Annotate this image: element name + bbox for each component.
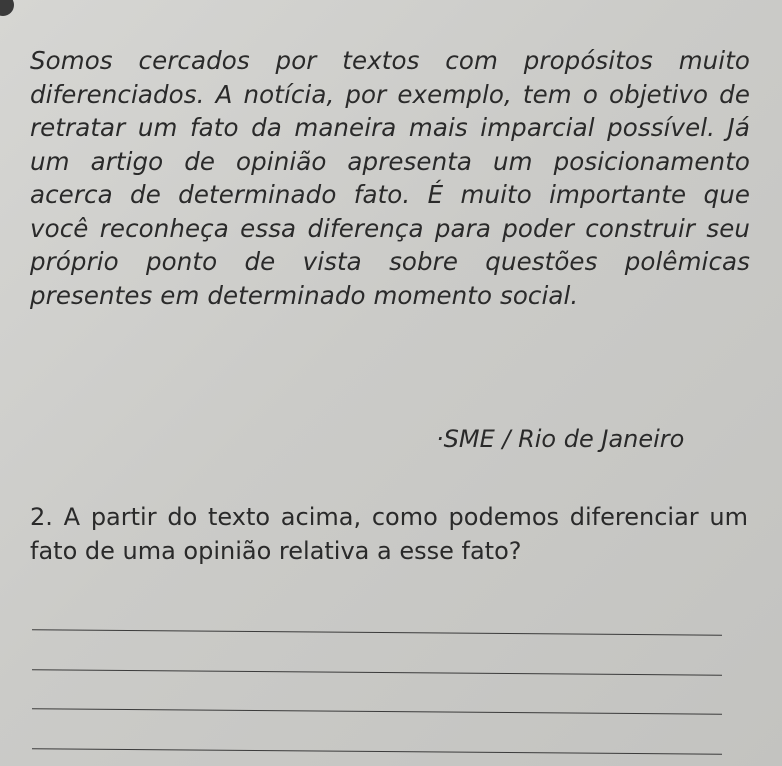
answer-line-1[interactable] — [32, 629, 722, 635]
answer-line-3[interactable] — [32, 708, 722, 714]
question-2: 2. A partir do texto acima, como podemos diferenciar um fato de uma opinião relativa a esse fato? — [30, 503, 748, 565]
answer-line-4[interactable] — [32, 748, 722, 754]
answer-line-2[interactable] — [32, 669, 722, 675]
reading-passage: Somos cercados por textos com propósitos muito diferenciados. A notícia, por exemplo, tem o objetivo de retratar um fato da maneira mais imparcial possível. Já um artigo de opinião apresenta um posicionamento acerca de determinado fato. É muito importante que você reconheça essa diferença para poder construir seu próprio ponto de vista sobre questões polêmicas presentes em determinado momento social. — [30, 46, 750, 310]
binder-hole — [0, 0, 14, 16]
passage-source: ·SME / Rio de Janeiro — [436, 425, 685, 453]
